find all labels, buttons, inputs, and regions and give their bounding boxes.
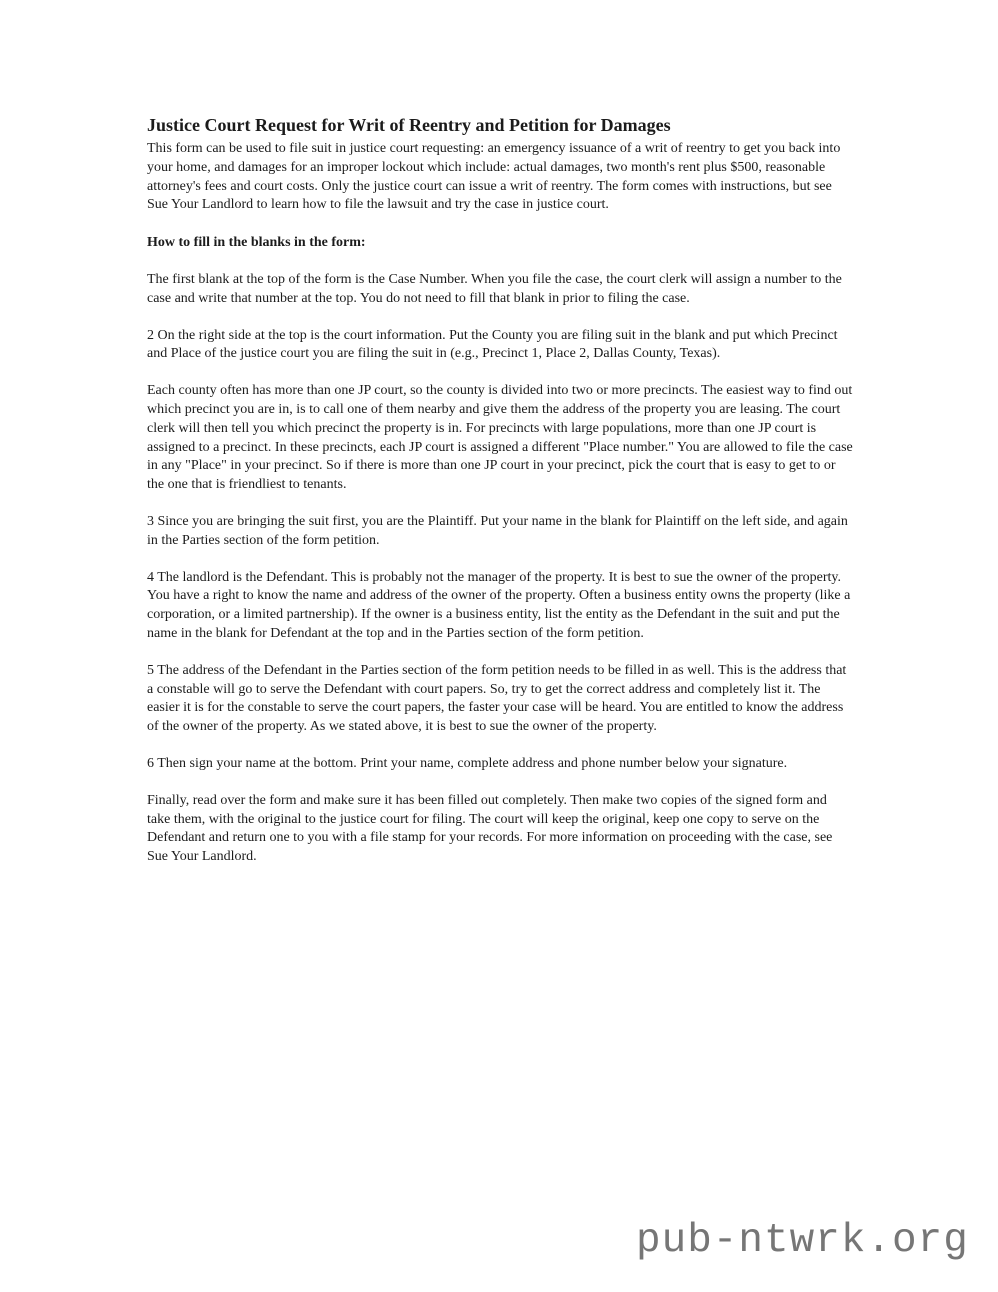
section-heading: How to fill in the blanks in the form: bbox=[147, 235, 366, 251]
instruction-paragraph-1: The first blank at the top of the form is the Case Number. When you file the case, the court clerk will assign a number to the case and write that number at the top. You do not need to fill that blank in prior to filing the case. bbox=[147, 271, 842, 306]
instruction-paragraph-3: Each county often has more than one JP court, so the county is divided into two or more precincts. The easiest way to find out which precinct you are in, is to call one of them nearby and give them the address of the property you are leasing. The court clerk will then tell you which precinct the property is in. For precincts with large populations, more than one JP court is assigned to a precinct. In these precincts, each JP court is assigned a different "Place number." You are allowed to file the case in any "Place" in your precinct. So if there is more than one JP court in your precinct, pick the court that is easy to get to or the one that is friendliest to tenants. bbox=[147, 383, 853, 493]
instruction-paragraph-4: 3 Since you are bringing the suit first, you are the Plaintiff. Put your name in the blank for Plaintiff on the left side, and again in the Parties section of the form petition. bbox=[147, 513, 848, 548]
document-body bbox=[147, 114, 853, 885]
watermark-text: pub-ntwrk.org bbox=[636, 1218, 969, 1264]
instruction-paragraph-5: 4 The landlord is the Defendant. This is probably not the manager of the property. It is best to sue the owner of the property. You have a right to know the name and address of the owner of the property. Often a business entity owns the property (like a corporation, or a limited partnership). If the owner is a business entity, list the entity as the Defendant in the suit and put the name in the blank for Defendant at the top and in the Parties section of the form petition. bbox=[147, 569, 851, 641]
instruction-paragraph-8: Finally, read over the form and make sure it has been filled out completely. Then make two copies of the signed form and take them, with the original to the justice court for filing. The court will keep the original, keep one copy to serve on the Defendant and return one to you with a file stamp for your records. For more information on proceeding with the case, see Sue Your Landlord. bbox=[147, 792, 833, 865]
instruction-paragraph-2: 2 On the right side at the top is the court information. Put the County you are filing suit in the blank and put which Precinct and Place of the justice court you are filing the suit in (e.g., Precinct 1, Place 2, Dallas County, Texas). bbox=[147, 327, 838, 362]
instruction-paragraph-7: 6 Then sign your name at the bottom. Print your name, complete address and phone number below your signature. bbox=[147, 755, 788, 771]
intro-paragraph: This form can be used to file suit in justice court requesting: an emergency issuance of a writ of reentry to get you back into your home, and damages for an improper lockout which include: actual damages, two month's rent plus $500, reasonable attorney's fees and court costs. Only the justice court can issue a writ of reentry. The form comes with instructions, but see Sue Your Landlord to learn how to file the lawsuit and try the case in justice court. bbox=[147, 141, 841, 213]
document-title: Justice Court Request for Writ of Reentry and Petition for Damages bbox=[147, 115, 671, 135]
instruction-paragraph-6: 5 The address of the Defendant in the Parties section of the form petition needs to be filled in as well. This is the address that a constable will go to serve the Defendant with court papers. So, try to get the correct address and completely list it. The easier it is for the constable to serve the court papers, the faster your case will be heard. You are entitled to know the address of the owner of the property. As we stated above, it is best to sue the owner of the property. bbox=[147, 662, 847, 735]
